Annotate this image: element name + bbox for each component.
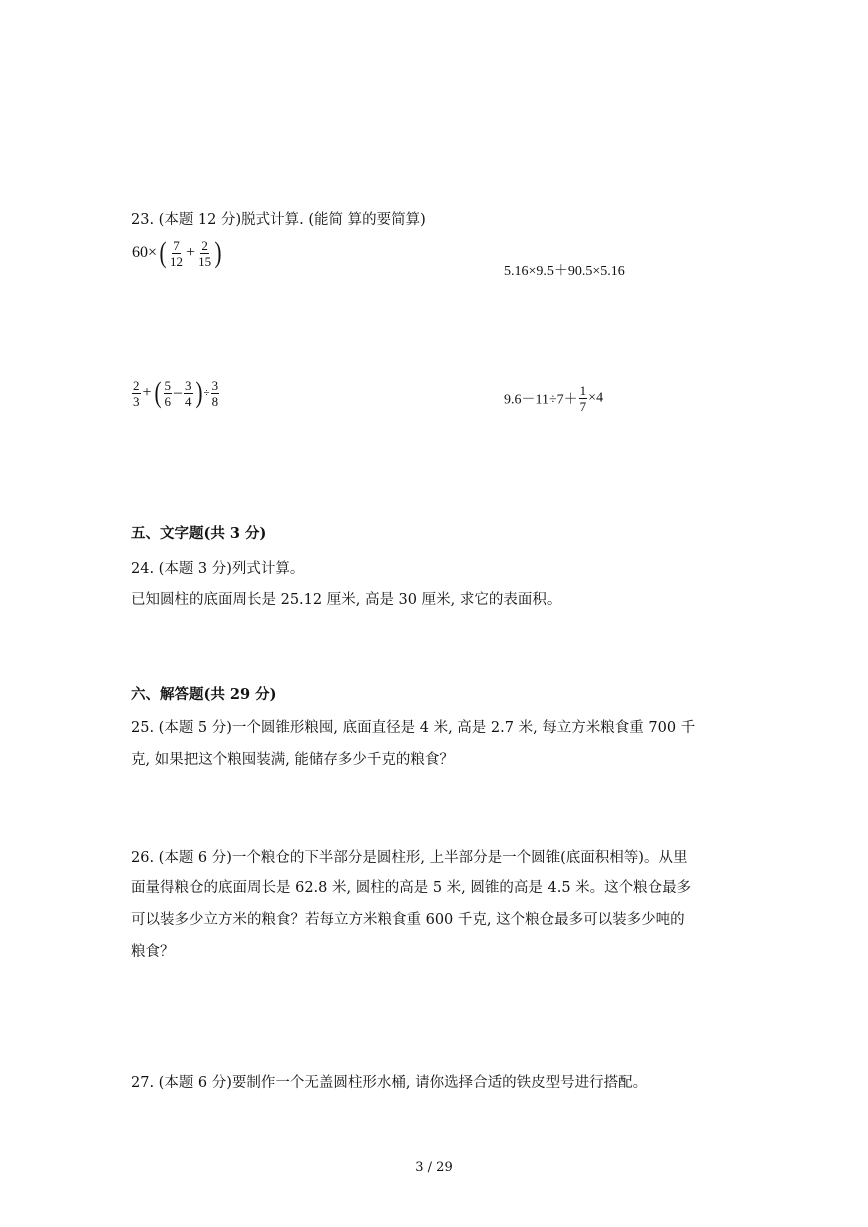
fraction: $\frac{2}{15}$: [198, 237, 212, 269]
q26-line-4: 粮食？: [131, 944, 175, 960]
expression-2: 5.16×9.5＋90.5×5.16: [504, 264, 625, 279]
section-6-heading: 六、解答题(共 29 分): [131, 686, 277, 703]
right-paren: ): [195, 376, 203, 409]
operator: +: [142, 384, 152, 401]
left-paren: (: [159, 236, 167, 269]
q24-body: 已知圆柱的底面周长是 25.12 厘米, 高是 30 厘米, 求它的表面积。: [131, 592, 562, 608]
fraction: $\frac{1}{7}$: [579, 383, 587, 414]
section-5-heading: 五、文字题(共 3 分): [131, 525, 267, 542]
page-number: 3 / 29: [415, 1160, 453, 1175]
expression-1: [131, 238, 223, 268]
fraction: $\frac{7}{12}$: [170, 237, 184, 269]
q24-title: 24. (本题 3 分)列式计算。: [131, 561, 305, 577]
operator: ÷: [203, 387, 210, 399]
q23-title: 23. (本题 12 分)脱式计算. (能简 算的要简算): [131, 212, 426, 228]
q25-line-1: 25. (本题 5 分)一个圆锥形粮囤, 底面直径是 4 米, 高是 2.7 米, 每立方米粮食重 700 千: [131, 720, 696, 736]
expr1-prefix: 60×: [132, 244, 158, 261]
q25-line-2: 克, 如果把这个粮囤装满, 能储存多少千克的粮食？: [131, 752, 454, 768]
operator: –: [174, 384, 183, 401]
expression-4: 9.6－11÷7＋ $\frac{1}{7}$ ×4: [504, 383, 604, 414]
fraction: $\frac{2}{3}$: [133, 377, 140, 409]
fraction: $\frac{3}{8}$: [211, 377, 219, 409]
q26-line-3: 可以装多少立方米的粮食？若每立方米粮食重 600 千克, 这个粮仓最多可以装多少吨的: [131, 912, 685, 928]
expression-3: [131, 378, 220, 408]
left-paren: (: [154, 376, 162, 409]
q26-line-2: 面量得粮仓的底面周长是 62.8 米, 圆柱的高是 5 米, 圆锥的高是 4.5 米。这个粮仓最多: [131, 880, 692, 896]
q27-line-1: 27. (本题 6 分)要制作一个无盖圆柱形水桶, 请你选择合适的铁皮型号进行搭配。: [131, 1075, 648, 1091]
right-paren: ): [214, 236, 222, 269]
q26-line-1: 26. (本题 6 分)一个粮仓的下半部分是圆柱形, 上半部分是一个圆锥(底面积相等)。从里: [131, 850, 688, 866]
operator: +: [186, 244, 196, 261]
fraction: $\frac{3}{4}$: [185, 377, 192, 409]
fraction: $\frac{5}{6}$: [164, 377, 172, 409]
